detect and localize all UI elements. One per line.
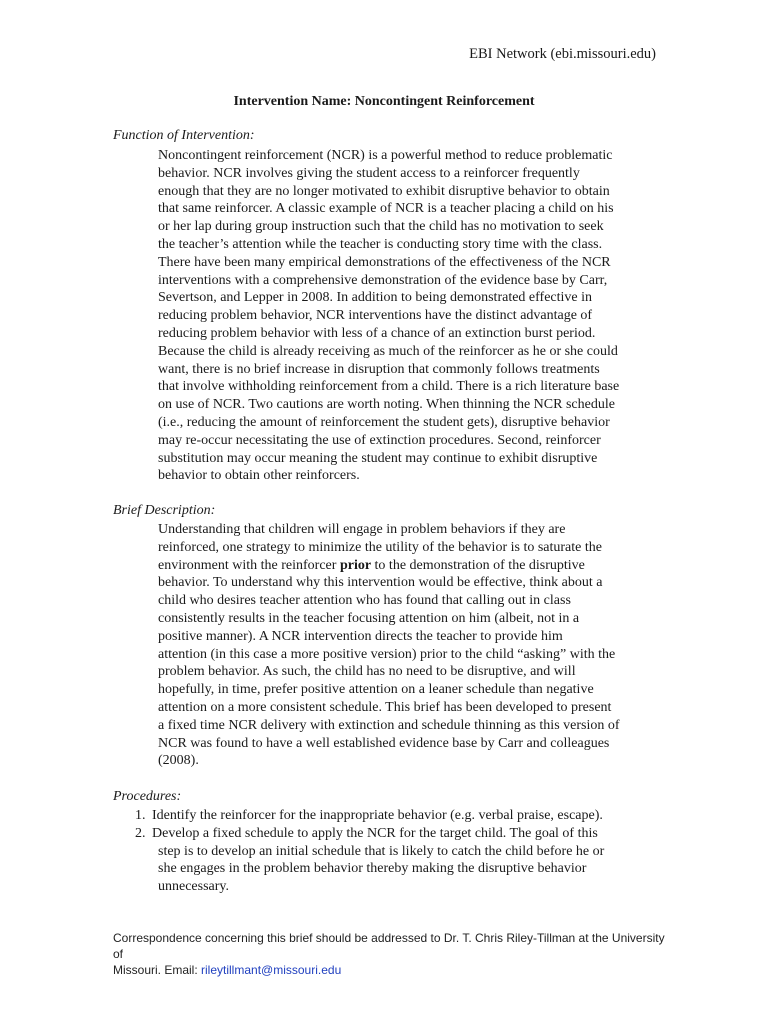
footer-correspondence — [113, 930, 673, 978]
brief-line: problem behavior. As such, the child has no need to be disruptive, and will — [158, 664, 576, 680]
brief-line: attention (in this case a more positive version) prior to the child “asking” with the — [158, 646, 616, 662]
brief-line: hopefully, in time, prefer positive attention on a leaner schedule than negative — [158, 682, 594, 698]
brief-line: (2008). — [158, 753, 199, 769]
list-number: 1. — [135, 808, 146, 823]
function-line: Severtson, and Lepper in 2008. In addition to being demonstrated effective in — [158, 290, 593, 306]
function-line: substitution may occur meaning the student may continue to exhibit disruptive — [158, 450, 598, 466]
list-item-text: step is to develop an initial schedule that is likely to catch the child before he or — [158, 843, 605, 859]
header-site: EBI Network (ebi.missouri.edu) — [469, 46, 656, 62]
function-line: Noncontingent reinforcement (NCR) is a powerful method to reduce problematic — [158, 148, 613, 163]
list-number: 2. — [135, 825, 146, 841]
list-item-text: Develop a fixed schedule to apply the NCR for the target child. The goal of this — [152, 825, 598, 841]
list-item — [135, 825, 660, 896]
function-line: may re-occur necessitating the use of extinction procedures. Second, reinforcer — [158, 432, 601, 448]
function-line: interventions with a comprehensive demonstration of the evidence base by Carr, — [158, 272, 608, 288]
brief-line-pre: environment with the reinforcer — [158, 557, 340, 573]
list-item-text: unnecessary. — [158, 879, 230, 895]
function-heading: Function of Intervention: — [113, 128, 255, 143]
brief-line-post: to the demonstration of the disruptive — [371, 557, 585, 573]
function-line: behavior. NCR involves giving the student access to a reinforcer frequently — [158, 165, 580, 181]
function-line: or her lap during group instruction such that the child has no motivation to seek — [158, 219, 604, 235]
brief-heading: Brief Description: — [113, 503, 216, 518]
function-line: reducing problem behavior, NCR interventions have the distinct advantage of — [158, 308, 593, 324]
brief-line: behavior. To understand why this intervention would be effective, think about a — [158, 575, 603, 591]
list-item-text: she engages in the problem behavior thereby making the disruptive behavior — [158, 861, 587, 877]
function-line: the teacher’s attention while the teacher is conducting story time with the class. — [158, 236, 603, 252]
list-item — [135, 807, 660, 825]
brief-line — [158, 557, 656, 575]
function-line: (i.e., reducing the amount of reinforcement the student gets), disruptive behavior — [158, 414, 610, 430]
function-line: enough that they are no longer motivated to exhibit disruptive behavior to obtain — [158, 183, 610, 199]
brief-line: NCR was found to have a well established evidence base by Carr and colleagues — [158, 735, 610, 751]
function-line: There have been many empirical demonstrations of the effectiveness of the NCR — [158, 254, 611, 270]
footer-email-link[interactable]: rileytillmant@missouri.edu — [201, 963, 342, 977]
function-line: Because the child is already receiving as much of the reinforcer as he or she could — [158, 343, 618, 359]
function-paragraph — [158, 147, 656, 485]
brief-line: a fixed time NCR delivery with extinction and schedule thinning as this version of — [158, 717, 620, 733]
brief-paragraph — [158, 521, 656, 770]
function-line: that same reinforcer. A classic example of NCR is a teacher placing a child on his — [158, 201, 614, 217]
brief-line: reinforced, one strategy to minimize the utility of the behavior is to saturate the — [158, 539, 602, 555]
procedures-heading: Procedures: — [113, 789, 182, 804]
function-line: want, there is no brief increase in disruption that commonly follows treatments — [158, 361, 600, 377]
function-line: reducing problem behavior with less of a chance of an extinction burst period. — [158, 325, 596, 341]
function-line: behavior to obtain other reinforcers. — [158, 468, 360, 484]
footer-email-label: Missouri. Email: — [113, 963, 202, 977]
list-item-text: Identify the reinforcer for the inappropriate behavior (e.g. verbal praise, escape). — [152, 808, 603, 823]
brief-line: child who desires teacher attention who has found that calling out in class — [158, 593, 571, 609]
function-line: on use of NCR. Two cautions are worth noting. When thinning the NCR schedule — [158, 397, 615, 413]
brief-line: attention on a more consistent schedule. This brief has been developed to present — [158, 699, 612, 715]
brief-line: consistently results in the teacher focusing attention on him (albeit, not in a — [158, 610, 580, 626]
brief-line: positive manner). A NCR intervention directs the teacher to provide him — [158, 628, 563, 644]
page-title: Intervention Name: Noncontingent Reinforcement — [233, 94, 535, 109]
footer-line — [113, 962, 673, 978]
procedures-list — [135, 807, 660, 896]
brief-bold-prior: prior — [339, 557, 372, 573]
function-line: that involve withholding reinforcement from a child. There is a rich literature base — [158, 379, 620, 395]
brief-line: Understanding that children will engage in problem behaviors if they are — [158, 522, 566, 537]
footer-line: Correspondence concerning this brief should be addressed to Dr. T. Chris Riley-Tillman at the University of — [113, 931, 665, 961]
